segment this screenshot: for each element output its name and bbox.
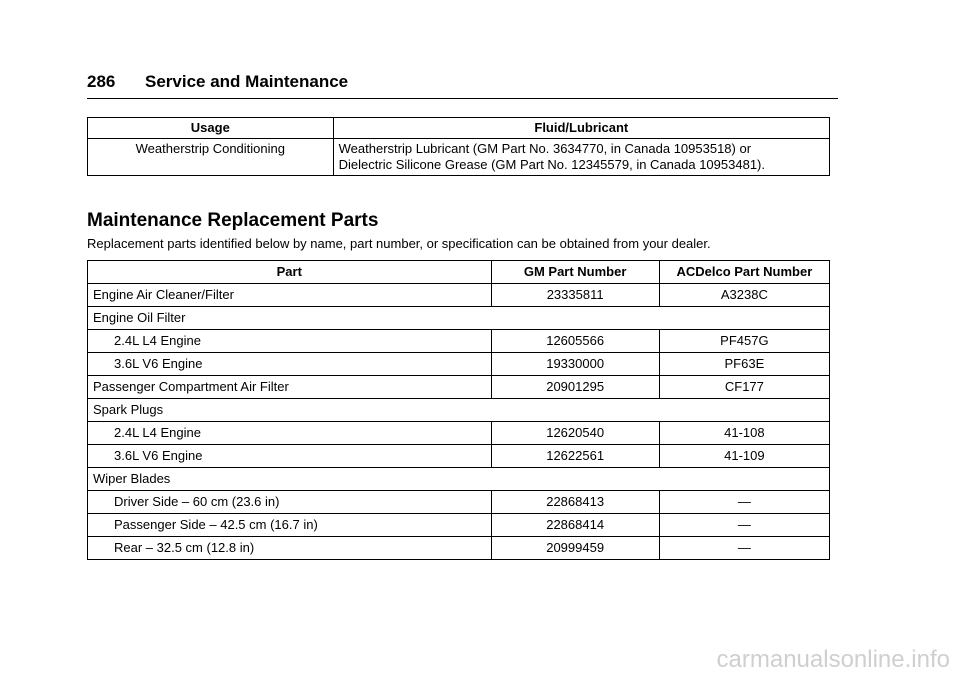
table-header-row <box>88 261 830 284</box>
page-number: 286 <box>87 72 116 91</box>
part-group-name: Spark Plugs <box>88 399 830 422</box>
gm-part-number: 22868414 <box>491 514 659 537</box>
table-group-row <box>88 468 830 491</box>
part-group-name: Wiper Blades <box>88 468 830 491</box>
table-row <box>88 284 830 307</box>
lubricant-table <box>87 117 830 176</box>
acdelco-part-number: PF63E <box>659 353 829 376</box>
acdelco-part-number: 41-108 <box>659 422 829 445</box>
page-header <box>87 72 838 92</box>
column-header-part: Part <box>88 261 492 284</box>
table-row <box>88 376 830 399</box>
parts-table <box>87 260 830 560</box>
column-header-acdelco-part-number: ACDelco Part Number <box>659 261 829 284</box>
table-row <box>88 514 830 537</box>
gm-part-number: 12620540 <box>491 422 659 445</box>
part-name: Rear – 32.5 cm (12.8 in) <box>88 537 492 560</box>
part-name: Driver Side – 60 cm (23.6 in) <box>88 491 492 514</box>
fluid-line: Weatherstrip Lubricant (GM Part No. 3634770, in Canada 10953518) or <box>338 141 752 156</box>
table-group-row <box>88 399 830 422</box>
table-row <box>88 330 830 353</box>
section-title: Maintenance Replacement Parts <box>87 210 379 231</box>
table-row <box>88 445 830 468</box>
usage-cell: Weatherstrip Conditioning <box>88 139 334 176</box>
acdelco-part-number: 41-109 <box>659 445 829 468</box>
acdelco-part-number: A3238C <box>659 284 829 307</box>
column-header-usage: Usage <box>88 118 334 139</box>
header-divider <box>87 98 838 99</box>
part-name: Engine Air Cleaner/Filter <box>88 284 492 307</box>
fluid-line: Dielectric Silicone Grease (GM Part No. 12345579, in Canada 10953481). <box>338 157 765 172</box>
gm-part-number: 19330000 <box>491 353 659 376</box>
acdelco-part-number: — <box>659 537 829 560</box>
part-name: 3.6L V6 Engine <box>88 445 492 468</box>
table-row <box>88 422 830 445</box>
table-header-row <box>88 118 830 139</box>
gm-part-number: 20901295 <box>491 376 659 399</box>
acdelco-part-number: — <box>659 514 829 537</box>
acdelco-part-number: — <box>659 491 829 514</box>
section-intro: Replacement parts identified below by name, part number, or specification can be obtained from your dealer. <box>87 236 711 251</box>
gm-part-number: 12605566 <box>491 330 659 353</box>
gm-part-number: 12622561 <box>491 445 659 468</box>
column-header-gm-part-number: GM Part Number <box>491 261 659 284</box>
gm-part-number: 23335811 <box>491 284 659 307</box>
part-name: 2.4L L4 Engine <box>88 330 492 353</box>
page-title: Service and Maintenance <box>145 72 349 91</box>
column-header-fluid: Fluid/Lubricant <box>333 118 829 139</box>
part-name: 2.4L L4 Engine <box>88 422 492 445</box>
fluid-cell <box>333 139 829 176</box>
acdelco-part-number: PF457G <box>659 330 829 353</box>
table-row <box>88 491 830 514</box>
table-row <box>88 537 830 560</box>
table-group-row <box>88 307 830 330</box>
part-name: Passenger Compartment Air Filter <box>88 376 492 399</box>
part-group-name: Engine Oil Filter <box>88 307 830 330</box>
part-name: 3.6L V6 Engine <box>88 353 492 376</box>
gm-part-number: 20999459 <box>491 537 659 560</box>
watermark: carmanualsonline.info <box>716 646 950 673</box>
acdelco-part-number: CF177 <box>659 376 829 399</box>
part-name: Passenger Side – 42.5 cm (16.7 in) <box>88 514 492 537</box>
table-row <box>88 353 830 376</box>
gm-part-number: 22868413 <box>491 491 659 514</box>
table-row <box>88 139 830 176</box>
